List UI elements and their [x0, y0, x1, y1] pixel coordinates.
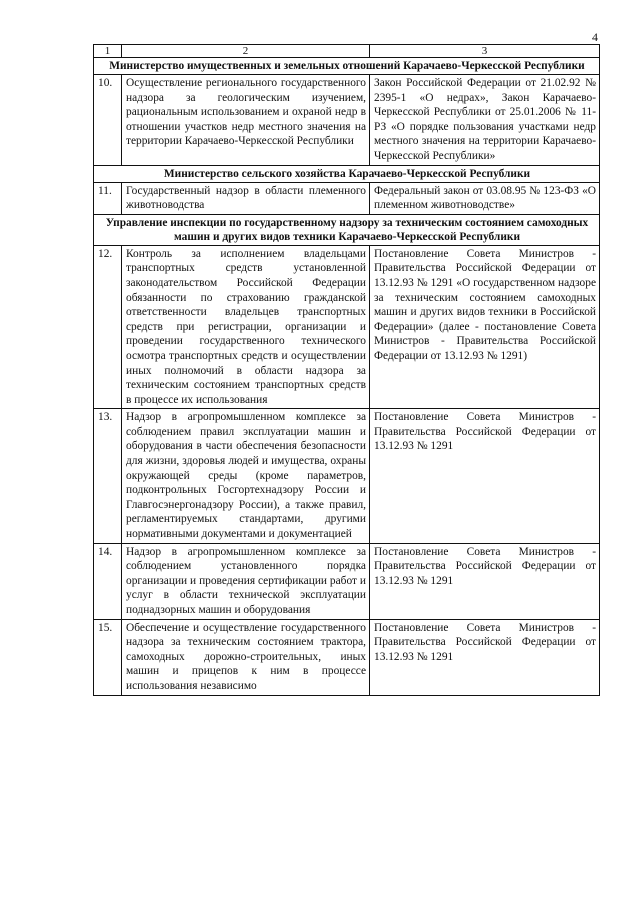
- legal-basis: Федеральный закон от 03.08.95 № 123-ФЗ «О племенном животноводстве»: [370, 182, 600, 214]
- section-header-row: [94, 58, 600, 75]
- oversight-description: Надзор в агропромышленном комплексе за соблюдением установленного порядка организации и проведения сертификации работ и услуг в области технической эксплуатации поднадзорных машин и оборудования: [122, 543, 370, 619]
- row-number: 13.: [94, 409, 122, 543]
- row-number: 15.: [94, 619, 122, 695]
- row-number: 11.: [94, 182, 122, 214]
- table-row: [94, 75, 600, 166]
- row-number: 14.: [94, 543, 122, 619]
- legal-basis: Постановление Совета Министров - Правительства Российской Федерации от 13.12.93 № 1291: [370, 409, 600, 543]
- table-row: [94, 409, 600, 543]
- table-row: [94, 182, 600, 214]
- row-number: 12.: [94, 245, 122, 409]
- oversight-description: Обеспечение и осуществление государственного надзора за техническим состоянием трактора, самоходных дорожно-строительных, иных машин и прицепов к ним в процессе использования независимо: [122, 619, 370, 695]
- legal-basis: Закон Российской Федерации от 21.02.92 № 2395-1 «О недрах», Закон Карачаево-Черкесской Республики от 25.01.2006 № 11-РЗ «О порядке пользования участками недр местного значения на территории Карачаево-Черкесской Республики»: [370, 75, 600, 166]
- column-number-1: 1: [94, 45, 122, 58]
- table-row: [94, 543, 600, 619]
- legal-basis: Постановление Совета Министров - Правительства Российской Федерации от 13.12.93 № 1291: [370, 619, 600, 695]
- column-number-3: 3: [370, 45, 600, 58]
- table-row: [94, 619, 600, 695]
- oversight-description: Надзор в агропромышленном комплексе за соблюдением правил эксплуатации машин и оборудования в части обеспечения безопасности для жизни, здоровья людей и имущества, охраны окружающей среды (кроме параметров, подконтрольных Госгортехнадзору России и Главгосэнергонадзору России), а также правил, регламентируемых стандартами, другими нормативными документами и документацией: [122, 409, 370, 543]
- oversight-description: Осуществление регионального государственного надзора за геологическим изучением, рациональным использованием и охраной недр в отношении участков недр местного значения на территории Карачаево-Черкесской Республики: [122, 75, 370, 166]
- column-number-2: 2: [122, 45, 370, 58]
- section-title: Министерство имущественных и земельных отношений Карачаево-Черкесской Республики: [94, 58, 600, 75]
- column-number-row: [94, 45, 600, 58]
- legal-basis: Постановление Совета Министров - Правительства Российской Федерации от 13.12.93 № 1291: [370, 543, 600, 619]
- table-row: [94, 245, 600, 409]
- legal-basis: Постановление Совета Министров - Правительства Российской Федерации от 13.12.93 № 1291 «О государственном надзоре за техническим состоянием самоходных машин и других видов техники в Российской Федерации» (далее - постановление Совета Министров - Правительства Российской Федерации от 13.12.93 № 1291): [370, 245, 600, 409]
- row-number: 10.: [94, 75, 122, 166]
- oversight-description: Государственный надзор в области племенного животноводства: [122, 182, 370, 214]
- section-header-row: [94, 165, 600, 182]
- page-number: 4: [592, 30, 598, 44]
- section-header-row: [94, 214, 600, 245]
- oversight-table: [93, 44, 600, 696]
- section-title: Управление инспекции по государственному надзору за техническим состоянием самоходных машин и других видов техники Карачаево-Черкесской Республики: [94, 214, 600, 245]
- section-title: Министерство сельского хозяйства Карачаево-Черкесской Республики: [94, 165, 600, 182]
- oversight-description: Контроль за исполнением владельцами транспортных средств установленной законодательством Российской Федерации обязанности по страхованию гражданской ответственности владельцев транспортных средств при регистрации, организации и проведении государственного технического осмотра транспортных средств и осуществлении иных полномочий в области надзора за техническим состоянием транспортных средств в процессе их использования: [122, 245, 370, 409]
